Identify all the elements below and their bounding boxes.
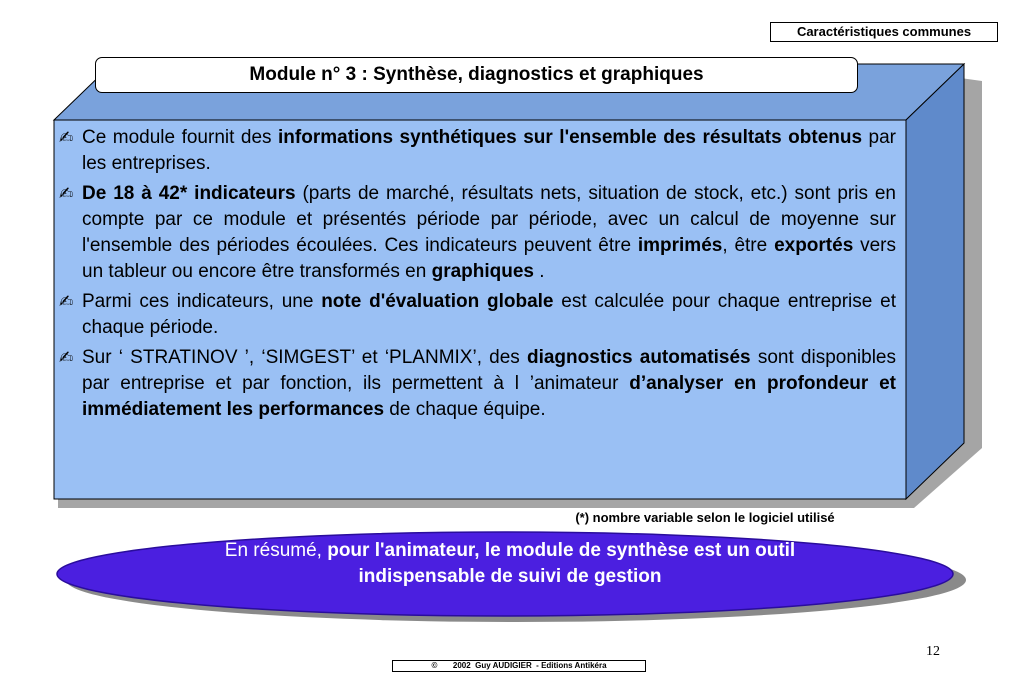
writing-hand-icon: ✍ [59,292,74,312]
bullet-emphasis: note d'évaluation globale [321,291,554,312]
bullet-item [59,289,896,341]
bullet-text: vers un tableur ou encore être transformés en [82,235,897,282]
bullet-text: Ce module fournit des [82,127,279,148]
box-side-face [906,64,964,499]
bullet-text: (parts de marché, résultats nets, situation de stock, etc.) sont pris en compte par ce module et présentés période par période, avec un calcul de moyenne sur l'ensemble des périodes écoulées. Ces indicateurs peuvent être [82,183,896,256]
summary-bold: pour l'animateur, le module de synthèse est un outil indispensable de suivi de gestion [327,540,796,587]
bullet-emphasis: exportés [774,235,854,256]
writing-hand-icon: ✍ [59,128,74,148]
bullet-text: de chaque équipe. [384,399,546,420]
bullet-item [59,181,896,285]
bullet-emphasis: De 18 à 42* indicateurs [82,183,296,204]
bullet-text: Parmi ces indicateurs, une [82,291,322,312]
bullet-text: est calculée pour chaque entreprise et chaque période. [82,291,896,338]
summary-intro: En résumé, [224,540,328,561]
summary-text [200,538,820,590]
bullet-text: . [534,261,545,282]
bullet-text: Sur ‘ STRATINOV ’, ‘SIMGEST’ et ‘PLANMIX’, des [82,347,527,368]
bullet-list [59,125,896,427]
bullet-text: sont disponibles par entreprise et par fonction, ils permettent à l ’animateur [82,347,896,394]
bullet-text: , être [722,235,775,256]
page-number: 12 [926,644,940,659]
writing-hand-icon: ✍ [59,348,74,368]
copyright-notice: © 2002 Guy AUDIGIER - Editions Antikéra [392,660,646,672]
bullet-item [59,345,896,423]
bullet-item [59,125,896,177]
section-tag: Caractéristiques communes [770,22,998,42]
bullet-emphasis: informations synthétiques sur l'ensemble des résultats obtenus [278,127,863,148]
footnote: (*) nombre variable selon le logiciel utilisé [530,509,880,529]
bullet-emphasis: diagnostics automatisés [526,347,751,368]
module-title: Module n° 3 : Synthèse, diagnostics et graphiques [95,57,858,93]
bullet-text: par les entreprises. [82,127,896,174]
bullet-emphasis: imprimés [637,235,723,256]
bullet-emphasis: d’analyser en profondeur et immédiatement les performances [82,373,896,420]
bullet-emphasis: graphiques [431,261,534,282]
writing-hand-icon: ✍ [59,184,74,204]
